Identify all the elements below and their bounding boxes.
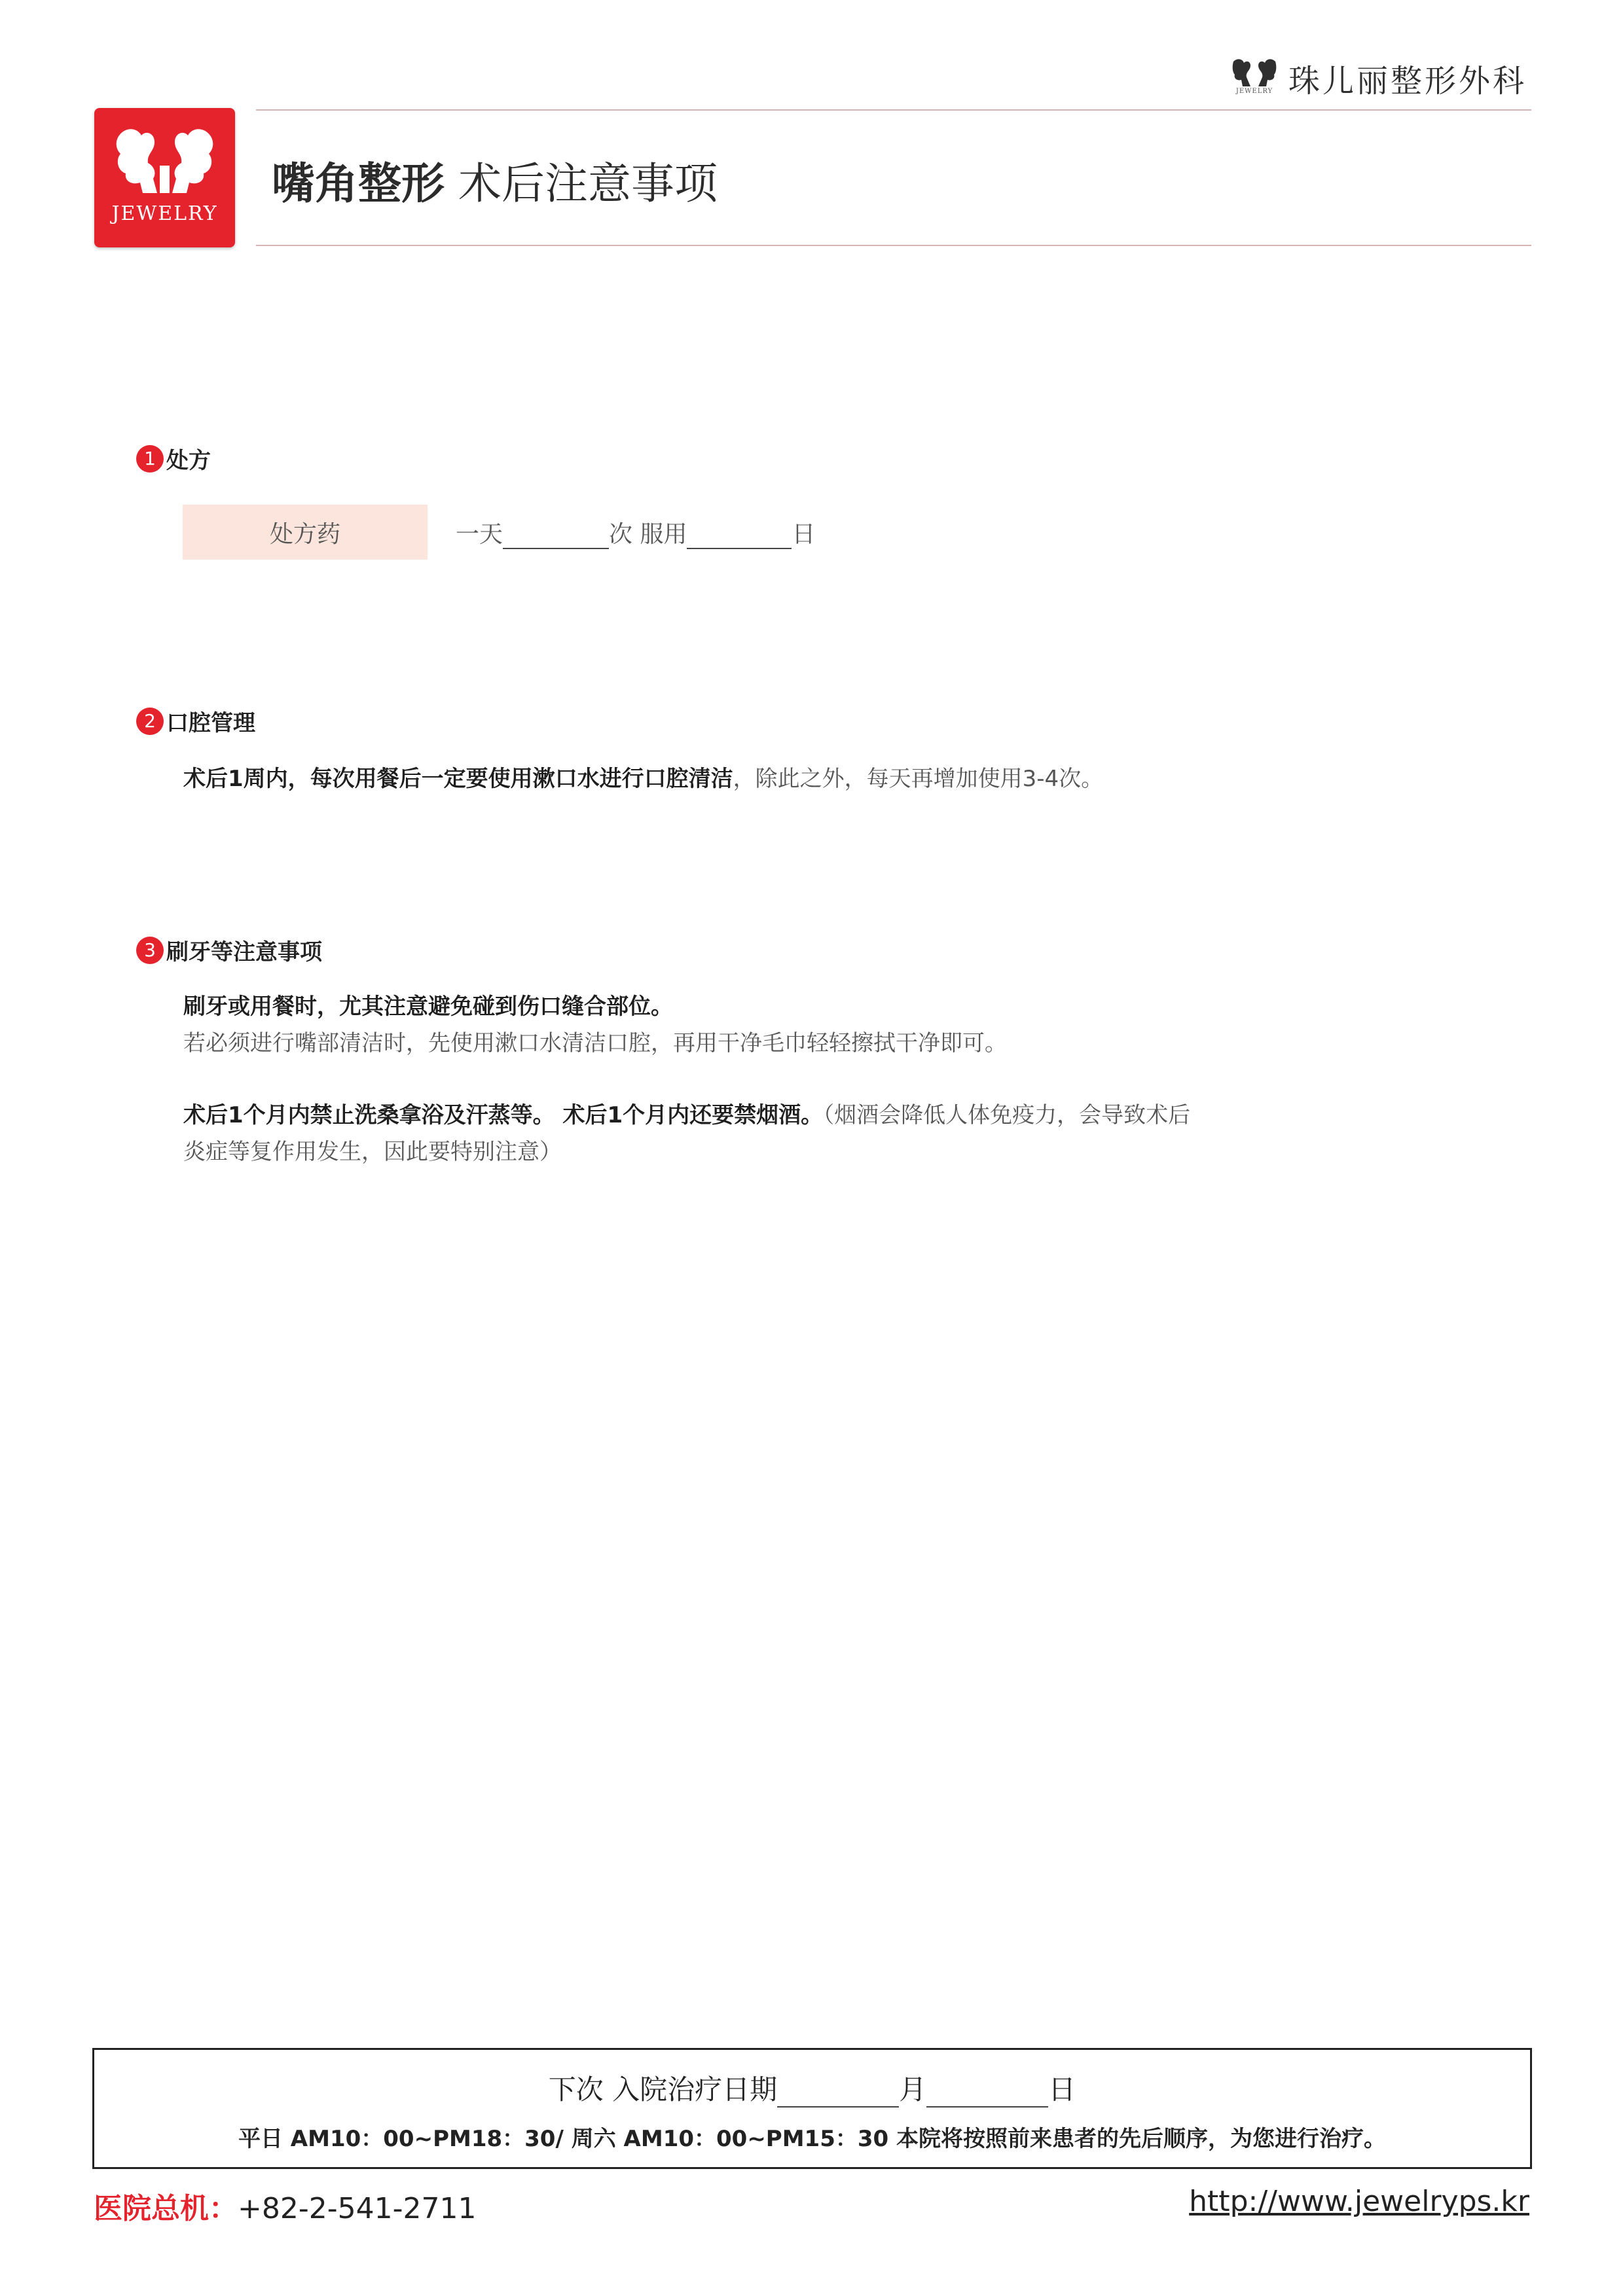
brand-small-text: JEWELRY (1235, 88, 1273, 95)
section-prescription-heading (136, 442, 211, 475)
title-bold: 嘴角整形 (272, 158, 445, 209)
next-visit-line (94, 2068, 1530, 2108)
prescription-label-box (183, 505, 428, 560)
brand-mark-icon (1231, 58, 1278, 98)
section-title: 口腔管理 (166, 710, 255, 736)
hospital-phone (94, 2185, 476, 2227)
dosage-prefix: 一天 (456, 521, 503, 548)
section-number-badge: 2 (136, 708, 164, 735)
page-title (272, 149, 718, 211)
header-rule-bottom (256, 245, 1531, 246)
prescription-dosage-line (456, 516, 815, 549)
section-title: 刷牙等注意事项 (166, 939, 322, 965)
next-visit-label: 下次 入院治疗日期 (548, 2073, 778, 2106)
month-blank[interactable] (777, 2076, 899, 2108)
brushing-line-4: 炎症等复作用发生，因此要特别注意） (183, 1139, 562, 1165)
brushing-line-1 (183, 988, 673, 1025)
month-label: 月 (899, 2073, 927, 2106)
times-per-day-blank[interactable] (503, 522, 609, 549)
day-label: 日 (1048, 2073, 1076, 2106)
phone-number[interactable]: +82-2-541-2711 (238, 2192, 477, 2225)
section-title: 处方 (166, 448, 211, 474)
section-number-badge: 3 (136, 937, 164, 964)
oral-care-bold: 术后1周内，每次用餐后一定要使用漱口水进行口腔清洁 (183, 766, 733, 792)
brand-header (1231, 55, 1527, 101)
phone-label: 医院总机： (94, 2192, 238, 2225)
business-hours: 平日 AM10：00~PM18：30/ 周六 AM10：00~PM15：30 本院将按照前来患者的先后顺序，为您进行治疗。 (238, 2126, 1387, 2152)
logo-wordmark: JEWELRY (111, 202, 218, 225)
brushing-line-3 (183, 1097, 1190, 1134)
title-rest: 术后注意事项 (445, 158, 718, 209)
section-number-badge: 1 (136, 445, 164, 473)
days-blank[interactable] (687, 522, 792, 549)
brushing-line-2: 若必须进行嘴部清洁时，先使用漱口水清洁口腔，再用干净毛巾轻轻擦拭干净即可。 (183, 1030, 1007, 1056)
sauna-smoking-bold: 术后1个月内禁止洗桑拿浴及汗蒸等。 术后1个月内还要禁烟酒。 (183, 1102, 824, 1128)
section-oral-care-heading (136, 705, 255, 737)
next-visit-box (92, 2048, 1532, 2169)
sauna-smoking-rest: （烟酒会降低人体免疫力，会导致术后 (823, 1102, 1191, 1128)
dosage-times-suffix: 次 服用 (609, 521, 687, 548)
section-brushing-heading (136, 934, 322, 966)
logo-emblem-icon (114, 126, 215, 198)
header-rule-top (256, 109, 1531, 111)
brushing-bold: 刷牙或用餐时，尤其注意避免碰到伤口缝合部位。 (183, 994, 673, 1020)
oral-care-paragraph (183, 761, 1103, 797)
jewelry-logo (94, 108, 235, 247)
dosage-day-suffix: 日 (792, 521, 816, 548)
day-blank[interactable] (926, 2076, 1048, 2108)
website-link[interactable]: http://www.jewelryps.kr (1189, 2185, 1529, 2218)
brand-name: 珠儿丽整形外科 (1288, 62, 1527, 99)
oral-care-rest: ，除此之外，每天再增加使用3-4次。 (733, 766, 1104, 792)
prescription-label: 处方药 (269, 520, 340, 548)
